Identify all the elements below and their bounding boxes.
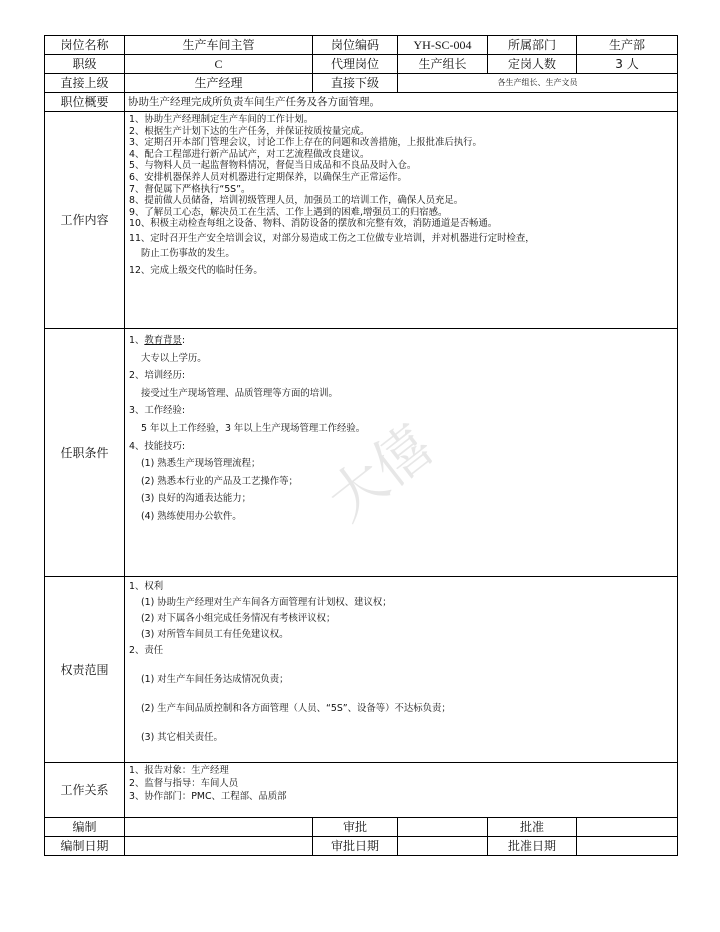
duty-item: 8、提前做人员储备，培训初级管理人员，加强员工的培训工作，确保人员充足。 xyxy=(129,195,464,207)
duty-item: 1、协助生产经理制定生产车间的工作计划。 xyxy=(129,114,314,125)
education-value: 大专以上学历。 xyxy=(141,352,207,364)
relation-item: 3、协作部门：PMC、工程部、品质部 xyxy=(129,791,287,802)
authority-content xyxy=(125,577,678,763)
responsibility-title: 2、责任 xyxy=(129,645,164,656)
experience-title: 3、工作经验: xyxy=(129,405,185,417)
duties-content xyxy=(125,112,678,329)
skill-item: (2) 熟悉本行业的产品及工艺操作等； xyxy=(141,475,298,487)
label-deputy: 代理岗位 xyxy=(313,55,398,74)
right-item: (1) 协助生产经理对生产车间各方面管理有计划权、建议权； xyxy=(141,597,392,608)
duty-item: 11、定时召开生产安全培训会议，对部分易造成工伤之工位做专业培训，并对机器进行定时检查， xyxy=(129,232,535,244)
label-direct-subordinate: 直接下级 xyxy=(313,74,398,93)
duty-item: 5、与物料人员一起监督物料情况，督促当日成品和不良品及时入仓。 xyxy=(129,160,417,172)
duty-item: 4、配合工程部进行新产品试产，对工艺流程做改良建议。 xyxy=(129,148,370,160)
label-prepared-by: 编制 xyxy=(45,818,125,837)
responsibility-item: (2) 生产车间品质控制和各方面管理（人员、“5S”、设备等）不达标负责； xyxy=(141,703,451,714)
label-approved-by: 批准 xyxy=(488,818,577,837)
label-prepared-date: 编制日期 xyxy=(45,837,125,856)
duty-item: 12、完成上级交代的临时任务。 xyxy=(129,265,263,277)
responsibility-item: (1) 对生产车间任务达成情况负责； xyxy=(141,674,289,685)
authority-row xyxy=(45,577,678,763)
label-position-name: 岗位名称 xyxy=(45,36,125,55)
label-grade: 职级 xyxy=(45,55,125,74)
relation-item: 2、监督与指导：车间人员 xyxy=(129,778,239,789)
duty-item: 9、了解员工心态，解决员工在生活、工作上遇到的困难,增强员工的归宿感。 xyxy=(129,206,448,218)
duty-item-continued: 防止工伤事故的发生。 xyxy=(141,247,235,259)
label-reviewed-date: 审批日期 xyxy=(313,837,398,856)
label-duties: 工作内容 xyxy=(45,112,125,329)
duties-row xyxy=(45,112,678,329)
label-authority: 权责范围 xyxy=(45,577,125,763)
watermark: 大僖 xyxy=(316,413,445,534)
summary-row xyxy=(45,93,678,112)
value-headcount: 3 人 xyxy=(577,55,678,74)
duty-item: 6、安排机器保养人员对机器进行定期保养，以确保生产正常运作。 xyxy=(129,171,407,183)
value-approved-by xyxy=(577,818,678,837)
header-row-2 xyxy=(45,55,678,74)
skill-item: (4) 熟练使用办公软件。 xyxy=(141,510,242,522)
header-row-1 xyxy=(45,36,678,55)
value-department: 生产部 xyxy=(577,36,678,55)
training-value: 接受过生产现场管理、品质管理等方面的培训。 xyxy=(141,387,338,399)
label-direct-superior: 直接上级 xyxy=(45,74,125,93)
qualifications-row xyxy=(45,329,678,577)
responsibility-item: (3) 其它相关责任。 xyxy=(141,732,223,743)
footer-row-2 xyxy=(45,837,678,856)
label-summary: 职位概要 xyxy=(45,93,125,112)
header-row-3 xyxy=(45,74,678,93)
duty-item: 7、督促属下严格执行“5S”。 xyxy=(129,183,251,195)
label-department: 所属部门 xyxy=(488,36,577,55)
value-prepared-by xyxy=(125,818,313,837)
label-relations: 工作关系 xyxy=(45,763,125,818)
label-approved-date: 批准日期 xyxy=(488,837,577,856)
job-description-table xyxy=(44,35,678,856)
skill-item: (1) 熟悉生产现场管理流程； xyxy=(141,458,261,470)
value-reviewed-by xyxy=(398,818,488,837)
relations-row xyxy=(45,763,678,818)
value-reviewed-date xyxy=(398,837,488,856)
value-approved-date xyxy=(577,837,678,856)
skills-title: 4、技能技巧: xyxy=(129,440,185,452)
value-grade: C xyxy=(125,55,313,74)
label-qualifications: 任职条件 xyxy=(45,329,125,577)
duty-item: 2、根据生产计划下达的生产任务，并保证按质按量完成。 xyxy=(129,125,370,137)
value-prepared-date xyxy=(125,837,313,856)
qualifications-content xyxy=(125,329,678,577)
relation-item: 1、报告对象：生产经理 xyxy=(129,765,229,776)
value-position-code: YH-SC-004 xyxy=(398,36,488,55)
training-title: 2、培训经历: xyxy=(129,370,185,382)
duty-item: 10、积极主动检查每组之设备、物料、消防设备的摆放和完整有效，消防通道是否畅通。 xyxy=(129,218,498,230)
label-reviewed-by: 审批 xyxy=(313,818,398,837)
right-item: (3) 对所管车间员工有任免建议权。 xyxy=(141,629,289,640)
right-item: (2) 对下属各小组完成任务情况有考核评议权； xyxy=(141,613,336,624)
value-position-name: 生产车间主管 xyxy=(125,36,313,55)
rights-title: 1、权利 xyxy=(129,581,164,592)
label-headcount: 定岗人数 xyxy=(488,55,577,74)
value-direct-superior: 生产经理 xyxy=(125,74,313,93)
experience-value: 5 年以上工作经验，3 年以上生产现场管理工作经验。 xyxy=(141,422,366,434)
footer-row-1 xyxy=(45,818,678,837)
duty-item: 3、定期召开本部门管理会议，讨论工作上存在的问题和改善措施，上报批准后执行。 xyxy=(129,137,482,149)
value-direct-subordinate: 各生产组长、生产文员 xyxy=(398,74,678,93)
value-deputy: 生产组长 xyxy=(398,55,488,74)
education-title: 1、教育背景: xyxy=(129,335,186,346)
relations-content xyxy=(125,763,678,818)
label-position-code: 岗位编码 xyxy=(313,36,398,55)
skill-item: (3) 良好的沟通表达能力； xyxy=(141,493,252,505)
summary-text: 协助生产经理完成所负责车间生产任务及各方面管理。 xyxy=(125,93,678,112)
